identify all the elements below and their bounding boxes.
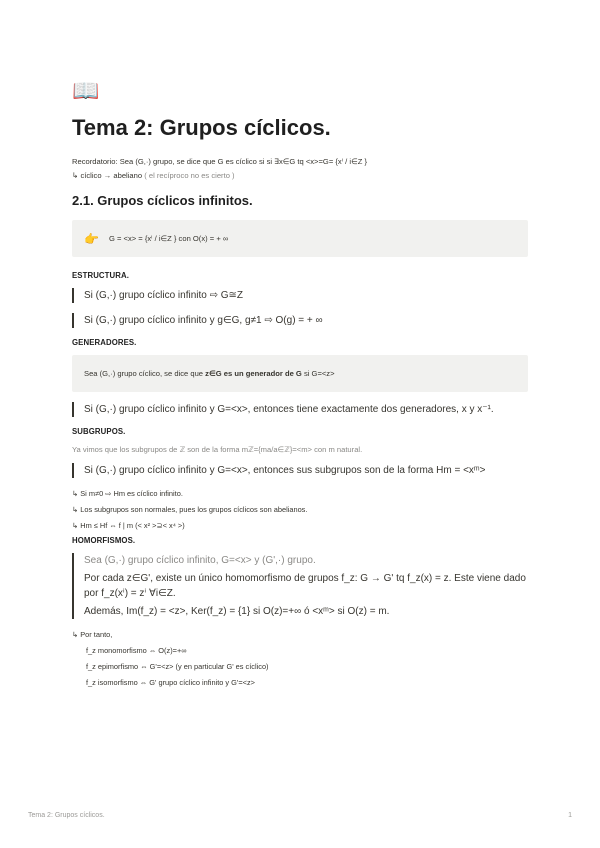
generadores-heading: GENERADORES. [72,338,137,347]
isomorfismo-line: f_z isomorfismo ⇔ G' grupo cíclico infinito y G'=<z> [86,678,255,687]
subgrupos-quote: Si (G,·) grupo cíclico infinito y G=<x>, entonces sus subgrupos son de la forma Hm = <xᵐ> [72,463,528,478]
document-page [72,78,528,691]
callout-text: G = <x> = {xⁱ / i∈Z } con O(x) = + ∞ [108,234,229,243]
homorfismos-heading: HOMORFISMOS. [72,536,136,545]
callout-generator-def [72,355,528,392]
subgrupos-line-2: ↳ Los subgrupos son normales, pues los grupos cíclicos son abelianos. [72,505,308,514]
section-heading: 2.1. Grupos cíclicos infinitos. [72,193,253,208]
homo-line-2: Por cada z∈G', existe un único homomorfismo de grupos f_z: G → G' tq f_z(x) = z. Este viene dado por f_z(xⁱ) = zⁱ ∀i∈Z. [84,573,526,599]
footer-title: Tema 2: Grupos cíclicos. [28,812,105,819]
generadores-quote: Si (G,·) grupo cíclico infinito y G=<x>, entonces tiene exactamente dos generadores, x y x⁻¹. [72,402,528,417]
callout-infinite-group [72,220,528,257]
homo-line-1: Sea (G,·) grupo cíclico infinito, G=<x> y (G',·) grupo. [84,555,316,566]
monomorfismo-line: f_z monomorfismo ⇔ O(z)=+∞ [86,646,187,655]
estructura-quote-2: Si (G,·) grupo cíclico infinito y g∈G, g≠1 ⇨ O(g) = + ∞ [72,313,528,328]
por-tanto: ↳ Por tanto, [72,630,113,639]
generator-def-post: si G=<z> [301,369,335,378]
page-title: Tema 2: Grupos cíclicos. [72,115,331,140]
homorfismos-quote [72,553,528,619]
generator-def [84,369,335,378]
generator-def-bold: z∈G es un generador de G [205,369,302,378]
reminder-text: Recordatorio: Sea (G,·) grupo, se dice que G es cíclico si si ∃x∈G tq <x>=G= {xⁱ / i∈Z } [72,157,367,166]
generator-def-pre: Sea (G,·) grupo cíclico, se dice que [84,369,206,378]
subgrupos-note: Ya vimos que los subgrupos de ℤ son de la forma mℤ={ma/a∈ℤ}=<m> con m natural. [72,445,363,454]
pointing-hand-icon: 👉 [84,231,99,246]
book-icon: 📖 [72,78,100,103]
homo-line-3: Además, Im(f_z) = <z>, Ker(f_z) = {1} si O(z)=+∞ ó <xᵐ> si O(z) = m. [84,606,390,617]
subgrupos-line-3: ↳ Hm ≤ Hf ⇔ f | m (< x² >⊇< x⁴ >) [72,521,185,530]
arrow-note: ( el recíproco no es cierto ) [144,171,235,180]
subgrupos-line-1: ↳ Si m≠0 ⇨ Hm es cíclico infinito. [72,489,183,498]
estructura-quote-1: Si (G,·) grupo cíclico infinito ⇨ G≅Z [72,288,528,303]
page-number: 1 [568,812,572,819]
estructura-heading: ESTRUCTURA. [72,271,129,280]
abelian-note [72,170,528,181]
arrow-line: ↳ cíclico → abeliano [72,171,143,180]
subgrupos-heading: SUBGRUPOS. [72,427,126,436]
epimorfismo-line: f_z epimorfismo ⇔ G'=<z> (y en particular G' es cíclico) [86,662,269,671]
